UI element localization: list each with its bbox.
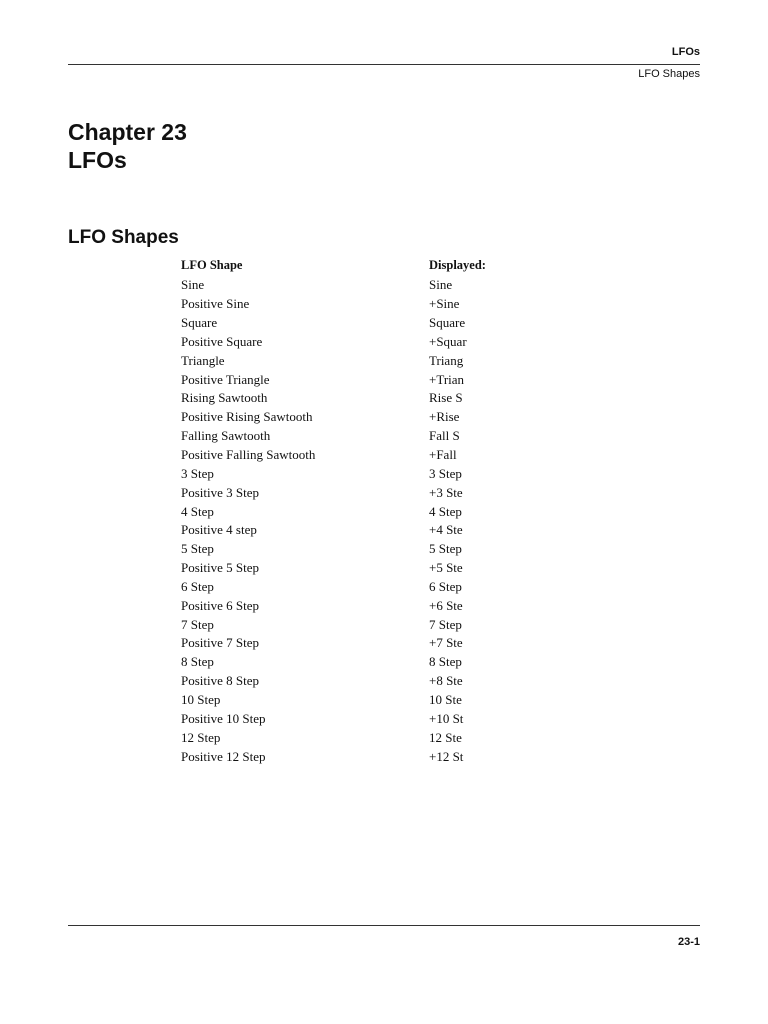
table-row bbox=[181, 483, 549, 502]
lfo-shape-name: Sine bbox=[181, 277, 205, 293]
lfo-shape-name: 6 Step bbox=[181, 578, 214, 594]
lfo-shape-name: Positive 8 Step bbox=[181, 673, 260, 689]
lfo-shape-displayed: +5 Ste bbox=[429, 560, 463, 576]
lfo-shape-name: Positive Square bbox=[181, 333, 263, 349]
table-row bbox=[181, 596, 549, 615]
table-row bbox=[181, 578, 549, 597]
table-row bbox=[181, 314, 549, 333]
table-row bbox=[181, 502, 549, 521]
page-number: 23-1 bbox=[677, 936, 700, 948]
lfo-shape-name: 4 Step bbox=[181, 503, 214, 519]
lfo-shape-name: Positive 3 Step bbox=[181, 484, 260, 500]
lfo-shape-name: Square bbox=[181, 315, 218, 331]
table-row bbox=[181, 274, 549, 295]
lfo-shape-name: 12 Step bbox=[181, 729, 221, 745]
table-row bbox=[181, 427, 549, 446]
lfo-shape-displayed: 3 Step bbox=[429, 465, 462, 481]
lfo-shape-name: Positive 6 Step bbox=[181, 597, 260, 613]
lfo-shape-name: Positive 10 Step bbox=[181, 710, 266, 726]
table-row bbox=[181, 691, 549, 710]
table-row bbox=[181, 333, 549, 352]
running-header-chapter: LFOs bbox=[671, 46, 700, 58]
lfo-shape-displayed: 7 Step bbox=[429, 616, 462, 632]
column-header-displayed: Displayed: bbox=[429, 258, 486, 272]
lfo-shape-displayed: Sine bbox=[429, 277, 453, 293]
lfo-shape-displayed: Square bbox=[429, 315, 466, 331]
lfo-shape-name: Positive 4 step bbox=[181, 522, 257, 538]
lfo-shapes-table bbox=[181, 258, 549, 766]
section-title: LFO Shapes bbox=[68, 227, 179, 248]
lfo-shape-name: Positive Falling Sawtooth bbox=[181, 447, 316, 463]
header-rule bbox=[68, 64, 700, 65]
table-row bbox=[181, 728, 549, 747]
lfo-shape-name: Rising Sawtooth bbox=[181, 390, 268, 406]
lfo-shape-displayed: 8 Step bbox=[429, 654, 462, 670]
lfo-shape-displayed: +6 Ste bbox=[429, 597, 463, 613]
lfo-shape-displayed: +Fall bbox=[429, 447, 457, 463]
lfo-shape-displayed: +7 Ste bbox=[429, 635, 463, 651]
lfo-shape-displayed: Rise S bbox=[429, 390, 463, 406]
lfo-shape-displayed: +Squar bbox=[429, 333, 467, 349]
chapter-name: LFOs bbox=[68, 147, 127, 173]
table-row bbox=[181, 615, 549, 634]
table-row bbox=[181, 559, 549, 578]
column-header-lfo-shape: LFO Shape bbox=[181, 258, 243, 272]
lfo-shape-displayed: +10 St bbox=[429, 710, 464, 726]
lfo-shape-name: 7 Step bbox=[181, 616, 214, 632]
table-row bbox=[181, 408, 549, 427]
lfo-shape-displayed: Triang bbox=[429, 352, 464, 368]
lfo-shape-name: Positive Rising Sawtooth bbox=[181, 409, 313, 425]
lfo-shape-displayed: 5 Step bbox=[429, 541, 462, 557]
table-row bbox=[181, 446, 549, 465]
lfo-shape-displayed: +8 Ste bbox=[429, 673, 463, 689]
table-row bbox=[181, 653, 549, 672]
running-header-section: LFO Shapes bbox=[638, 68, 700, 80]
table-row bbox=[181, 634, 549, 653]
chapter-number: Chapter 23 bbox=[68, 119, 187, 145]
footer-rule bbox=[68, 925, 700, 926]
lfo-shape-name: 3 Step bbox=[181, 465, 214, 481]
lfo-shape-name: Positive 5 Step bbox=[181, 560, 260, 576]
lfo-shape-displayed: +3 Ste bbox=[429, 484, 463, 500]
lfo-shape-name: Positive Triangle bbox=[181, 371, 270, 387]
lfo-shape-name: Positive 7 Step bbox=[181, 635, 260, 651]
table-row bbox=[181, 389, 549, 408]
lfo-shape-displayed: +4 Ste bbox=[429, 522, 463, 538]
table-row bbox=[181, 351, 549, 370]
lfo-shape-name: 5 Step bbox=[181, 541, 214, 557]
lfo-shape-name: 8 Step bbox=[181, 654, 214, 670]
lfo-shape-displayed: 4 Step bbox=[429, 503, 462, 519]
lfo-shape-name: Positive Sine bbox=[181, 296, 250, 312]
table-row bbox=[181, 464, 549, 483]
lfo-shape-name: Triangle bbox=[181, 352, 225, 368]
lfo-shape-displayed: +12 St bbox=[429, 748, 464, 764]
table-row bbox=[181, 370, 549, 389]
table-row bbox=[181, 521, 549, 540]
table-header-row bbox=[181, 258, 549, 274]
lfo-shape-name: 10 Step bbox=[181, 691, 221, 707]
table-body bbox=[181, 274, 549, 766]
lfo-shape-displayed: 6 Step bbox=[429, 578, 462, 594]
lfo-shape-displayed: 12 Ste bbox=[429, 729, 462, 745]
lfo-shape-displayed: +Rise bbox=[429, 409, 460, 425]
lfo-shape-displayed: 10 Ste bbox=[429, 691, 462, 707]
table-row bbox=[181, 295, 549, 314]
lfo-shape-name: Positive 12 Step bbox=[181, 748, 266, 764]
table-row bbox=[181, 747, 549, 766]
lfo-shape-displayed: +Trian bbox=[429, 371, 465, 387]
table-row bbox=[181, 540, 549, 559]
table-row bbox=[181, 709, 549, 728]
chapter-title bbox=[68, 118, 187, 174]
lfo-shape-displayed: +Sine bbox=[429, 296, 460, 312]
lfo-shape-displayed: Fall S bbox=[429, 428, 460, 444]
lfo-shape-name: Falling Sawtooth bbox=[181, 428, 271, 444]
table-row bbox=[181, 672, 549, 691]
